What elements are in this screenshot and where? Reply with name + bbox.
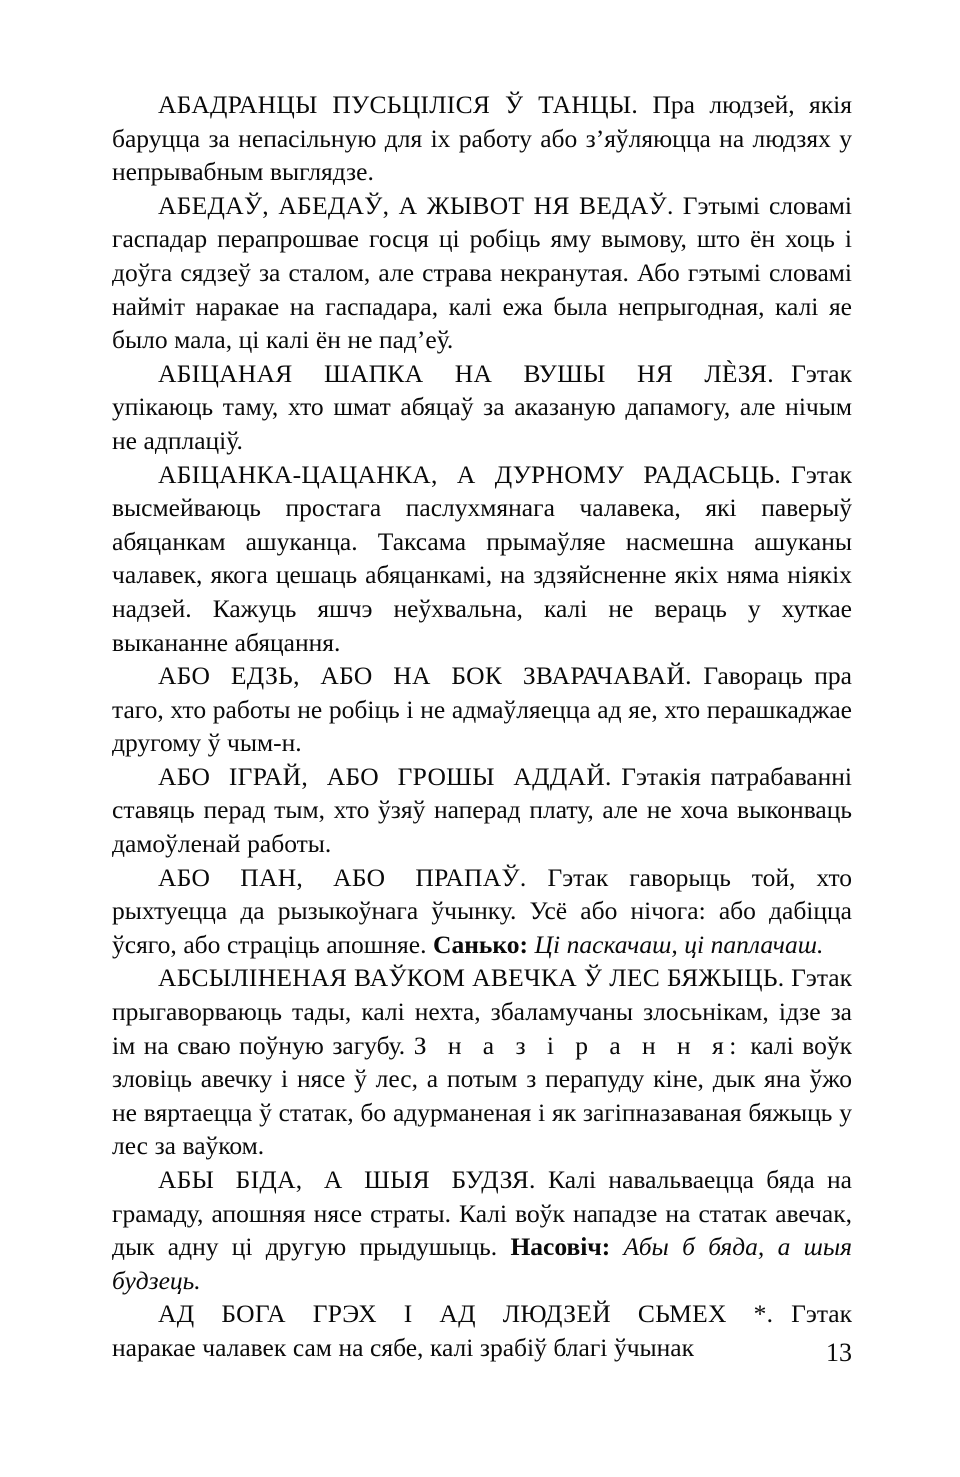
dictionary-entry <box>112 861 852 962</box>
dictionary-entry <box>112 88 852 189</box>
dictionary-entry <box>112 189 852 357</box>
entry-headword: АБО ПАН, АБО ПРАПАЎ. <box>158 862 527 892</box>
entry-quotation: Абы б бяда, а шыя будзець. <box>112 1232 852 1295</box>
entry-source-attribution: Санько: <box>433 929 528 959</box>
entry-headword: АБІЦАНКА-ЦАЦАНКА, А ДУРНОМУ РАДАСЬЦЬ. <box>158 459 782 489</box>
entry-headword: АБІЦАНАЯ ШАПКА НА ВУШЫ НЯ ЛЀЗЯ. <box>158 358 774 388</box>
entry-headword: АБАДРАНЦЫ ПУСЬЦІЛІСЯ Ў ТАНЦЫ. <box>158 90 639 119</box>
entry-body: Гавораць пра таго, хто работы не робіць і не адмаўляецца ад яе, хто перашкаджае другому ў чым-н. <box>112 661 853 758</box>
entry-headword: АБО ЕДЗЬ, АБО НА БОК ЗВАРАЧАВАЙ. <box>158 661 692 691</box>
dictionary-entry <box>112 760 852 861</box>
entry-body: Гэтак высмейваюць простага паслухмянага чалавека, які паверыў абяцанкам ашуканца. Таксама прымаўляе насмешна ашуканы чалавек, якога цешаць абяцанкамі, на здзяйсненне якіх няма ніякіх надзей. Кажуць яшчэ неўхвальна, калі не вераць у хуткае выкананне абяцання. <box>112 459 852 657</box>
dictionary-entry <box>112 961 852 1163</box>
entry-body: Гэтымі словамі гаспадар перапрошвае госця ці робіць яму вымову, што ён хоць і доўга сядзеў за сталом, але страва некранутая. Або гэтымі словамі найміт наракае на гаспадара, калі ежа была непрыгодная, калі яе было мала, ці калі ён не пад’еў. <box>112 190 852 355</box>
entry-body: Гэтак наракае чалавек сам на сябе, калі зрабіў благі ўчынак <box>112 1299 852 1362</box>
entry-body: Гэтак упікаюць таму, хто шмат абяцаў за аказаную дапамогу, але нічым не адплаціў. <box>112 358 852 455</box>
entry-body: Гэтак прыгаворваюць тады, калі нехта, збаламучаны злосьнікам, ідзе за ім на сваю поўную загубу. <box>112 963 852 1060</box>
entry-headword: АБСЫЛІНЕНАЯ ВАЎКОМ АВЕЧКА Ў ЛЕС БЯЖЫЦЬ. <box>158 963 785 993</box>
entry-headword: АД БОГА ГРЭХ І АД ЛЮДЗЕЙ СЬМЕХ *. <box>158 1299 774 1329</box>
entry-body: Гэтак гаворыць той, хто рыхтуецца да рызыкоўнага ўчынку. Усё або нічога: або дабіцца ўсяго, або страціць апошняе. <box>112 862 853 959</box>
entry-body: Пра людзей, якія баруцца за непасільную для іх работу або з’яўляюцца на людзях у непрывабным выглядзе. <box>112 90 852 187</box>
entry-note-body: калі воўк зловіць авечку і нясе ў лес, а потым з перапуду кіне, дык яна ўжо не вяртаецца ў статак, бо адурманеная і як загіпназаваная бяжыць у лес за ваўком. <box>112 1030 852 1161</box>
dictionary-entry <box>112 458 852 660</box>
dictionary-entry <box>112 357 852 458</box>
entry-quotation: Ці паскачаш, ці паплачаш. <box>527 929 824 959</box>
entry-body: Калі навальваецца бяда на грамаду, апошняя нясе страты. Калі воўк нападзе на статак авечак, дык адну ці другую прыдушыць. <box>112 1165 852 1262</box>
entry-source-attribution: Насовіч: <box>510 1232 611 1262</box>
entry-body: Гэтакія патрабаванні ставяць перад тым, хто ўзяў наперад плату, але не хоча выконваць дамоўленай работы. <box>112 761 852 859</box>
entry-headword: АБЕДАЎ, АБЕДАЎ, А ЖЫВОТ НЯ ВЕДАЎ. <box>158 190 674 220</box>
dictionary-entry <box>112 1297 852 1367</box>
page-number: 13 <box>826 1338 852 1367</box>
dictionary-entry <box>112 1163 852 1297</box>
entry-note-label: З н а з і р а н н я: <box>413 1030 742 1060</box>
entry-headword: АБО ІГРАЙ, АБО ГРОШЫ АДДАЙ. <box>158 761 612 791</box>
dictionary-entry <box>112 659 852 760</box>
page-text-block <box>112 88 852 1365</box>
entry-headword: АБЫ БІДА, А ШЫЯ БУДЗЯ. <box>158 1165 536 1194</box>
